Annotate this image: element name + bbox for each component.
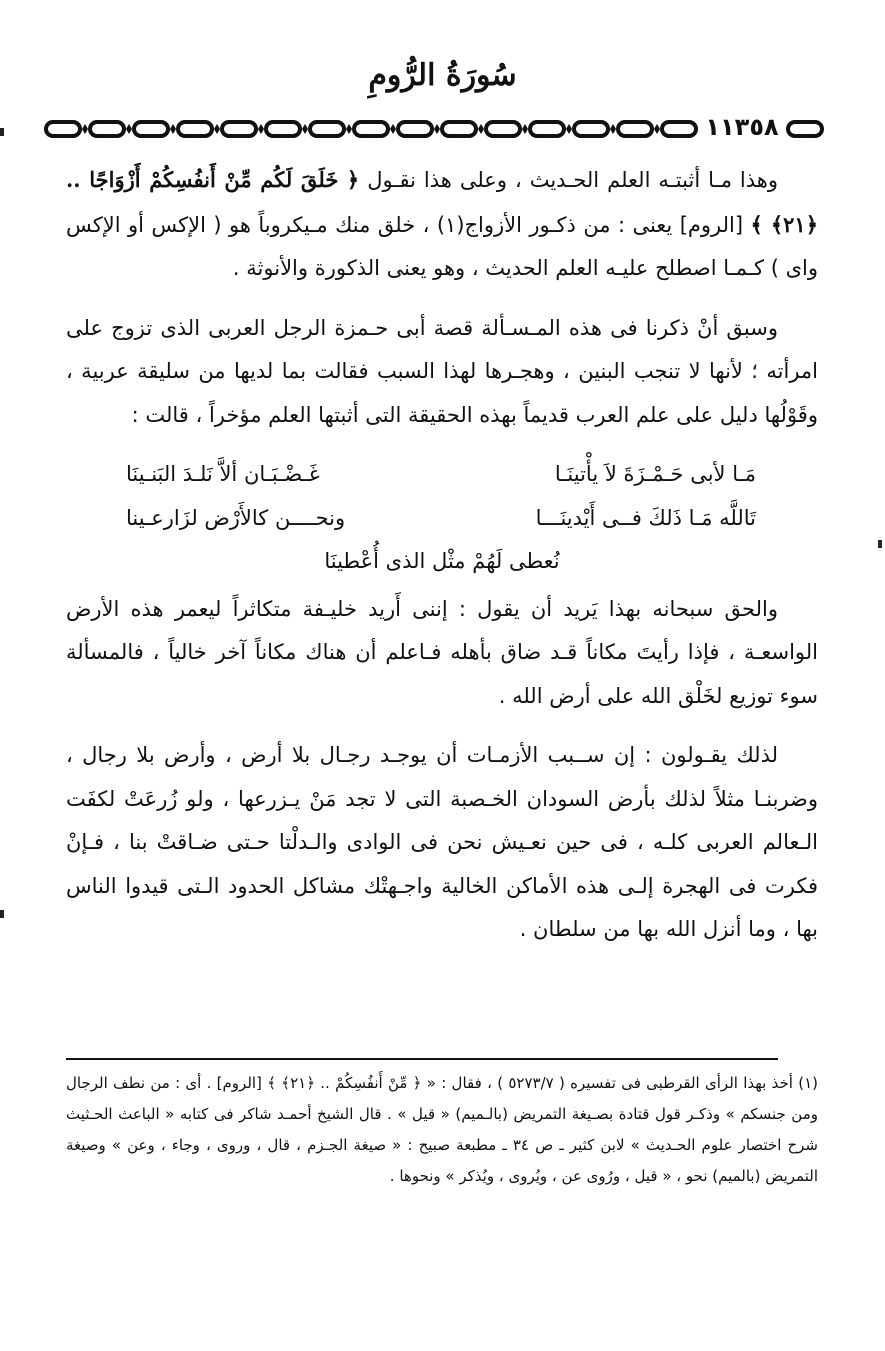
header-ornament-end [784,115,828,143]
poem-line-1 [66,453,818,497]
paragraph-1-rest: [الروم] يعنى : من ذكـور الأزواج(١) ، خلق منك مـيكروباً هو ( الإكس أو الإكس واى ) كـمـا اصطلح عليـه العلم الحديث ، وهو يعنى الذكورة والأنوثة . [66,212,818,280]
poem-line-2 [66,497,818,541]
poem-line-3: نُعطى لَهُمْ مثْل الذى أُعْطينَا [324,549,560,573]
edge-mark [878,540,882,548]
poem-line-2-second-hemistich: ونحــــن كالأَرْض لزَارعـينا [126,505,346,530]
quran-verse: ﴿ خَلَقَ لَكُم مِّنْ أَنفُسِكُمْ أَزْوَاجًا .. ﴿٢١﴾ ﴾ [66,167,819,237]
surah-title: سُورَةُ الرُّومِ [368,58,517,93]
poem-line-1-first-hemistich: مَـا لأبى حَـمْـزَةَ لاَ يأْتينَـا [554,462,756,486]
footnote-divider [66,1058,778,1060]
paragraph-3: والحق سبحانه بهذا يَريد أن يقول : إننى أَريد خليـفة متكاثراً ليعمر هذه الأرض الواسعـة ، فإذا رأيتَ مكاناً قـد ضاق بأهله فـاعلم أن هناك مكاناً آخر خالياً ، فالمسألة سوء توزيع لخَلْق الله على أرض الله . [66,596,818,708]
edge-mark [0,910,4,918]
footnotes [66,1068,818,1192]
paragraph-1 [66,158,818,291]
poem-line-1-second-hemistich: غَـضْـبَـان ألاَّ نَلـدَ البَنـينَا [126,462,320,486]
paragraph-4: لذلك يقـولون : إن ســبب الأزمـات أن يوجـد رجـال بلا أرض ، وأرض بلا رجال ، وضربنـا مثلاً لذلك بأرض السودان الخـصبة التى لا تجد مَنْ يـزرعها ، ولو زُرعَتْ لكفَت الـعالم العربى كلـه ، فى حين نعـيش نحن فى الوادى والـدلْتا حـتى ضـاقتْ بنا ، فـإنْ فكرت فى الهجرة إلـى هذه الأماكن الخالية واجـهتْك مشاكل الحدود الـتى قيدوا الناس بها ، وما أنزل الله بها من سلطان . [66,743,818,941]
footnote-1: (١) أخذ بهذا الرأى القرطبى فى تفسيره ( ٥٢٧٣/٧ ) ، فقال : « ﴿ مِّنْ أَنفُسِكُمْ .. ﴿٢١﴾ ﴾ [الروم] . أى : من نطف الرجال ومن جنسكم » وذكـر قول قتادة بصـيغة التمريض (بالـميم) « قيل » . قال الشيخ أحمـد شاكر فى كتابه « الباعث الحـثيث شرح اختصار علوم الحـديث » لابن كثير ـ ص ٣٤ ـ مطبعة صبيح : « صيغة الجـزم ، قال ، وروى ، وجاء ، وعن » وصيغة التمريض (بالميم) نحو ، « قيل ، ورُوى عن ، ويُروى ، ويُذكر » ونحوها . [66,1074,819,1185]
paragraph-1-intro: وهذا مـا أثبتـه العلم الحـديث ، وعلى هذا نقـول [359,168,778,192]
poem [66,453,818,584]
edge-mark [0,128,4,136]
paragraph-2: وسبق أنْ ذكرنا فى هذه المـسـألة قصة أبى حـمزة الرجل العربى الذى تزوج على امرأته ؛ لأنها لا تنجب البنين ، وهجـرها لهذا السبب فقالت بما لديها من سليقة عربية ، وقَوْلُها دليل على علم العرب قديماً بهذه الحقيقة التى أثبتها العلم مؤخراً ، قالت : [66,315,818,427]
header-ornament-border [42,115,802,143]
page-number: ١١٣٥٨ [700,114,784,140]
poem-line-2-first-hemistich: تَاللَّه مَـا ذَلكَ فــى أَيْدينَـــا [535,505,756,530]
main-text [66,158,818,968]
